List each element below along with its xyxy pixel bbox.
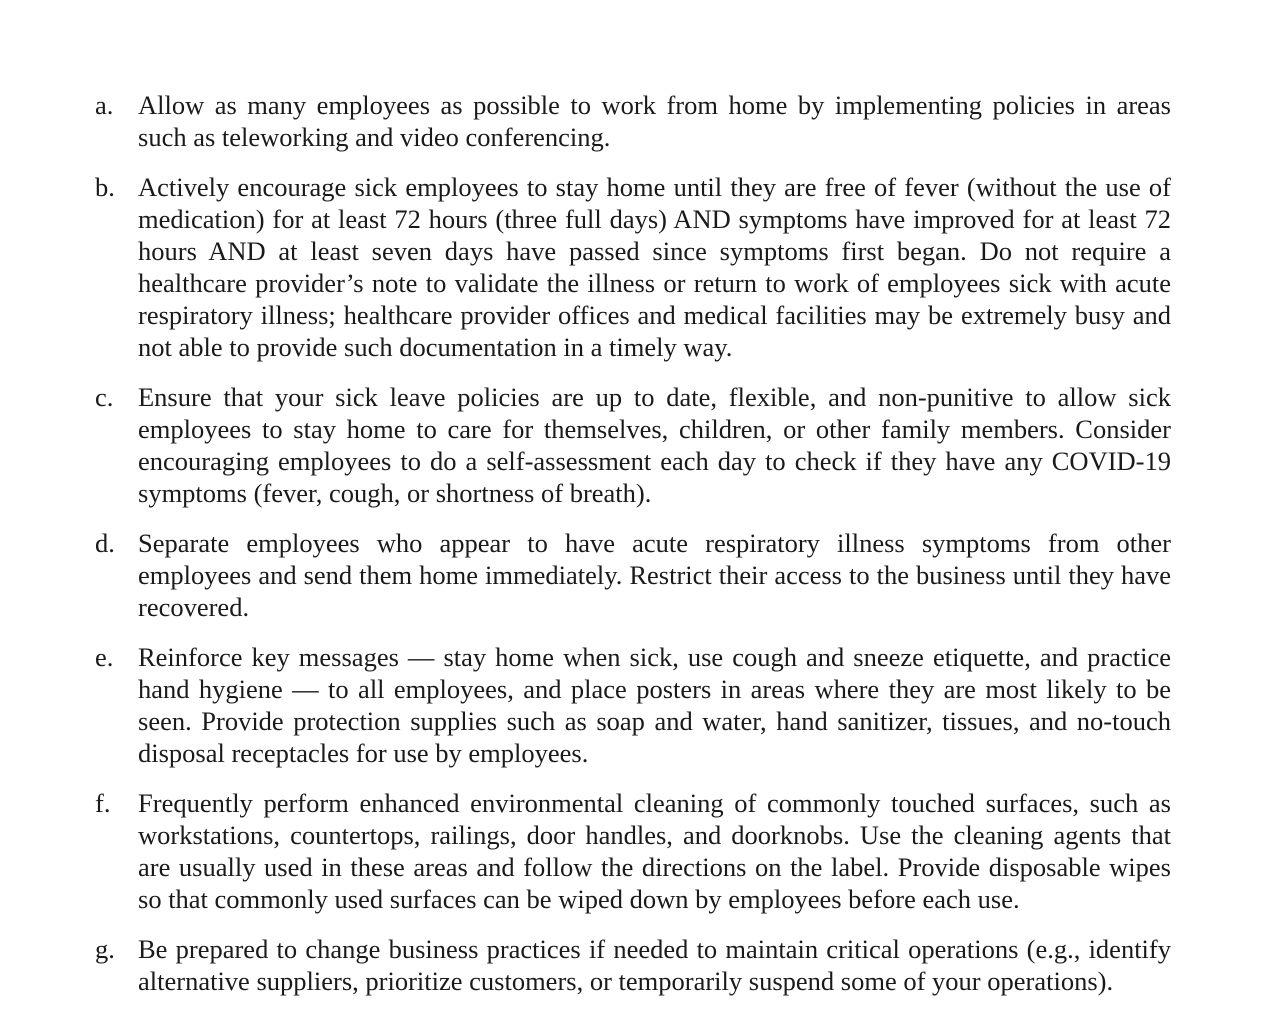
list-item-d <box>95 527 1171 623</box>
list-marker: f. <box>95 788 111 818</box>
list-marker: g. <box>95 934 115 964</box>
list-item-a <box>95 89 1171 153</box>
list-item-text: Be prepared to change business practices if needed to maintain critical operations (e.g., identify alternative suppliers, prioritize customers, or temporarily suspend some of your operations). <box>138 934 1171 996</box>
list-marker: e. <box>95 642 114 672</box>
list-marker: d. <box>95 528 115 558</box>
list-item-c <box>95 381 1171 509</box>
list-item-text: Actively encourage sick employees to stay home until they are free of fever (without the use of medication) for at least 72 hours (three full days) AND symptoms have improved for at least 72 hours AND at least seven days have passed since symptoms first began. Do not require a healthcare provider’s note to validate the illness or return to work of employees sick with acute respiratory illness; healthcare provider offices and medical facilities may be extremely busy and not able to provide such documentation in a timely way. <box>138 172 1171 362</box>
list-item-text: Separate employees who appear to have acute respiratory illness symptoms from other employees and send them home immediately. Restrict their access to the business until they have recovered. <box>138 528 1171 622</box>
list-item-text: Ensure that your sick leave policies are up to date, flexible, and non-punitive to allow sick employees to stay home to care for themselves, children, or other family members. Consider encouraging employees to do a self-assessment each day to check if they have any COVID-19 symptoms (fever, cough, or shortness of breath). <box>138 382 1171 508</box>
list-item-text: Allow as many employees as possible to work from home by implementing policies in areas such as teleworking and video conferencing. <box>138 90 1171 152</box>
list-marker: b. <box>95 172 115 202</box>
list-item-f <box>95 787 1171 915</box>
list-item-text: Frequently perform enhanced environmental cleaning of commonly touched surfaces, such as workstations, countertops, railings, door handles, and doorknobs. Use the cleaning agents that are usually used in these areas and follow the directions on the label. Provide disposable wipes so that commonly used surfaces can be wiped down by employees before each use. <box>138 788 1171 914</box>
list-item-text: Reinforce key messages — stay home when sick, use cough and sneeze etiquette, and practice hand hygiene — to all employees, and place posters in areas where they are most likely to be seen. Provide protection supplies such as soap and water, hand sanitizer, tissues, and no-touch disposal receptacles for use by employees. <box>138 642 1171 768</box>
list-item-e <box>95 641 1171 769</box>
list-item-b <box>95 171 1171 363</box>
list-marker: a. <box>95 90 114 120</box>
list-marker: c. <box>95 382 114 412</box>
list-item-g <box>95 933 1171 997</box>
recommendation-list <box>95 89 1171 1015</box>
